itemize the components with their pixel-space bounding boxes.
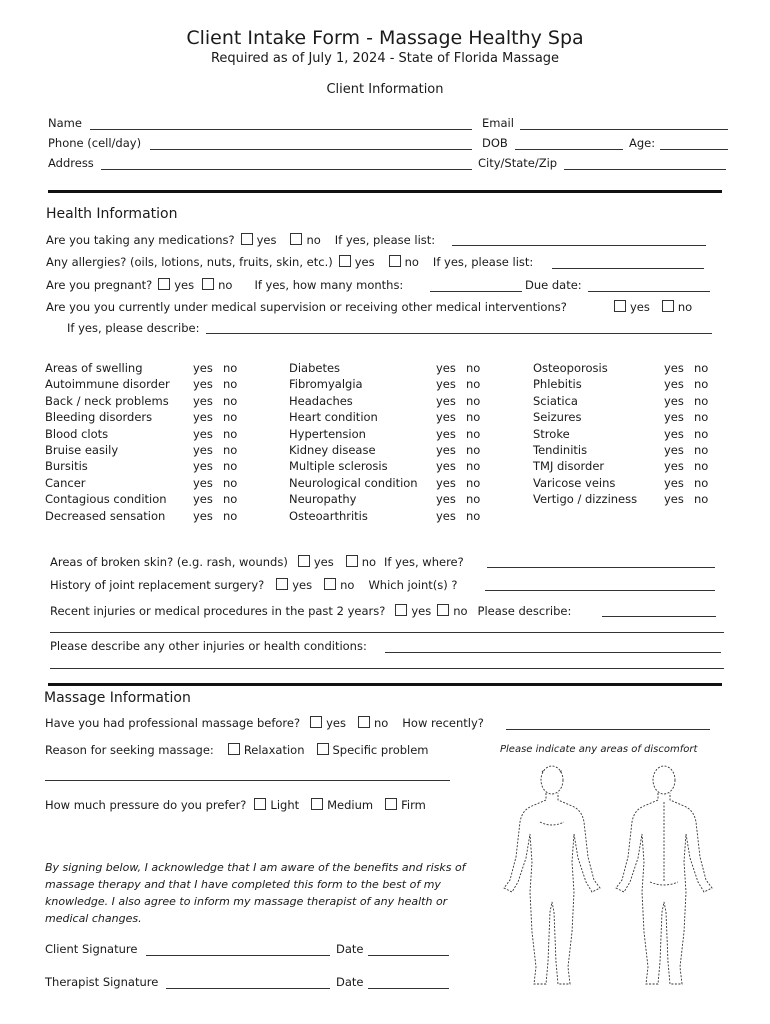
condition-label: Heart condition [289,410,378,425]
condition-label: Fibromyalgia [289,377,363,392]
condition-no-option[interactable]: no [466,492,481,507]
condition-label: Seizures [533,410,582,425]
condition-label: Back / neck problems [45,393,169,408]
meds-no-checkbox[interactable] [290,233,302,245]
condition-no-option[interactable]: no [223,459,238,474]
condition-yes-option[interactable]: yes [193,475,213,490]
condition-label: Headaches [289,393,353,408]
client-info-heading: Client Information [326,82,444,97]
condition-label: Bursitis [45,459,88,474]
pregnant-no-checkbox[interactable] [202,278,214,290]
health-heading: Health Information [46,206,178,222]
condition-no-option[interactable]: no [223,475,238,490]
condition-yes-option[interactable]: yes [436,361,456,375]
specific-problem-checkbox[interactable] [317,743,329,755]
massage-before-no-checkbox[interactable] [358,716,370,728]
discomfort-note: Please indicate any areas of discomfort [500,744,698,755]
condition-label: Neurological condition [289,475,418,490]
condition-label: Areas of swelling [45,361,143,375]
condition-no-option[interactable]: no [223,426,238,441]
phone-label: Phone (cell/day) [48,136,142,150]
pressure-medium-checkbox[interactable] [311,798,323,810]
condition-no-option[interactable]: no [466,443,481,457]
injuries-yes-checkbox[interactable] [395,604,407,616]
condition-label: Decreased sensation [45,508,166,523]
skin-question: Areas of broken skin? (e.g. rash, wounds) yes no If yes, where? [50,555,464,569]
condition-no-option[interactable]: no [466,410,481,425]
pregnant-question: Are you pregnant? yes no If yes, how many months: [46,278,404,292]
city-label: City/State/Zip [478,156,558,170]
condition-no-option[interactable]: no [466,475,481,490]
allergies-question: Any allergies? (oils, lotions, nuts, fruits, skin, etc.) yes no If yes, please list: [46,255,534,269]
condition-yes-option[interactable]: yes [193,410,213,425]
supervision-question: Are you you currently under medical supervision or receiving other medical interventions? [46,300,567,314]
other-conditions-label: Please describe any other injuries or health conditions: [50,639,367,653]
condition-yes-option[interactable]: yes [664,410,684,425]
joint-no-checkbox[interactable] [324,578,336,590]
condition-no-option[interactable]: no [223,377,238,392]
condition-no-option[interactable]: no [466,459,481,474]
describe-label: If yes, please describe: [67,321,200,335]
form-subtitle: Required as of July 1, 2024 - State of Florida Massage [210,51,560,66]
condition-no-option[interactable]: no [694,393,709,408]
skin-where-field[interactable] [487,567,715,568]
condition-yes-option[interactable]: yes [193,361,213,375]
address-label: Address [48,156,94,170]
condition-label: Stroke [533,426,570,441]
meds-question: Are you taking any medications? yes no If yes, please list: [46,233,436,247]
condition-no-option[interactable]: no [223,443,238,457]
skin-yes-checkbox[interactable] [298,555,310,567]
condition-yes-option[interactable]: yes [193,377,213,392]
condition-yes-option[interactable]: yes [664,377,684,392]
condition-yes-option[interactable]: yes [436,410,456,425]
condition-label: TMJ disorder [533,459,605,474]
condition-yes-option[interactable]: yes [193,508,213,523]
condition-yes-option[interactable]: yes [436,475,456,490]
condition-no-option[interactable]: no [694,443,709,457]
name-label: Name [48,116,82,130]
condition-yes-option[interactable]: yes [436,492,456,507]
reason-question: Reason for seeking massage: Relaxation Specific problem [45,743,429,757]
condition-label: Autoimmune disorder [45,377,170,392]
reason-extra-line[interactable] [45,780,450,781]
therapist-date-field[interactable] [368,988,449,989]
condition-yes-option[interactable]: yes [664,459,684,474]
condition-label: Hypertension [289,426,366,441]
condition-no-option[interactable]: no [694,377,709,392]
client-signature-field[interactable] [146,955,330,956]
condition-label: Neuropathy [289,492,357,507]
skin-no-checkbox[interactable] [346,555,358,567]
condition-label: Multiple sclerosis [289,459,388,474]
condition-no-option[interactable]: no [694,459,709,474]
therapist-signature-label: Therapist Signature [45,975,159,989]
condition-no-option[interactable]: no [223,393,238,408]
condition-yes-option[interactable]: yes [664,361,684,375]
address-field[interactable] [101,169,472,170]
condition-yes-option[interactable]: yes [436,426,456,441]
pressure-light-checkbox[interactable] [254,798,266,810]
email-label: Email [482,116,514,130]
condition-label: Varicose veins [533,475,616,490]
due-date-field[interactable] [588,291,710,292]
joint-yes-checkbox[interactable] [276,578,288,590]
condition-yes-option[interactable]: yes [193,443,213,457]
client-date-field[interactable] [368,955,449,956]
form-title: Client Intake Form - Massage Healthy Spa [186,27,584,49]
condition-label: Bruise easily [45,443,119,457]
supervision-no-checkbox[interactable] [662,300,674,312]
condition-label: Osteoarthritis [289,508,368,523]
age-label: Age: [629,136,656,150]
condition-no-option[interactable]: no [223,492,238,507]
months-field[interactable] [430,291,522,292]
condition-label: Contagious condition [45,492,167,507]
dob-field[interactable] [515,149,623,150]
condition-no-option[interactable]: no [223,508,238,523]
city-field[interactable] [564,169,726,170]
phone-field[interactable] [150,149,472,150]
meds-yes-checkbox[interactable] [241,233,253,245]
other-conditions-extra-line[interactable] [50,668,724,669]
section-divider-2 [48,683,722,686]
recently-field[interactable] [506,729,710,730]
section-divider [48,190,722,193]
injuries-describe-field[interactable] [602,616,716,617]
consent-text: By signing below, I acknowledge that I am aware of the benefits and risks of massage therapy and that I have completed this form to the best of my knowledge. I also agree to inform my massage therapist of any health or medical changes. [45,861,466,925]
condition-label: Tendinitis [533,443,588,457]
condition-no-option[interactable]: no [694,426,709,441]
injuries-question: Recent injuries or medical procedures in the past 2 years? yes no Please describe: [50,604,572,618]
condition-yes-option[interactable]: yes [664,443,684,457]
condition-no-option[interactable]: no [694,410,709,425]
condition-no-option[interactable]: no [223,410,238,425]
condition-label: Blood clots [45,426,109,441]
condition-no-option[interactable]: no [694,361,709,375]
condition-no-option[interactable]: no [694,492,709,507]
injuries-extra-line[interactable] [50,632,724,633]
injuries-no-checkbox[interactable] [437,604,449,616]
massage-before-yes-checkbox[interactable] [310,716,322,728]
condition-label: Bleeding disorders [45,410,153,425]
body-diagram-front[interactable] [492,762,612,992]
allergies-yes-checkbox[interactable] [339,255,351,267]
condition-yes-option[interactable]: yes [436,393,456,408]
other-conditions-field[interactable] [385,652,721,653]
allergies-list-field[interactable] [552,268,704,269]
supervision-options: yes no [608,300,692,314]
dob-label: DOB [482,136,508,150]
condition-yes-option[interactable]: yes [193,492,213,507]
joint-question: History of joint replacement surgery? yes no Which joint(s) ? [50,578,458,592]
describe-field[interactable] [206,333,712,334]
condition-yes-option[interactable]: yes [193,459,213,474]
meds-list-field[interactable] [452,245,706,246]
condition-yes-option[interactable]: yes [193,393,213,408]
client-date-label: Date [336,942,364,956]
condition-yes-option[interactable]: yes [664,492,684,507]
massage-heading: Massage Information [44,690,191,706]
relaxation-checkbox[interactable] [228,743,240,755]
email-field[interactable] [520,129,728,130]
condition-yes-option[interactable]: yes [664,393,684,408]
condition-no-option[interactable]: no [466,508,481,523]
condition-no-option[interactable]: no [466,361,481,375]
pressure-firm-checkbox[interactable] [385,798,397,810]
condition-yes-option[interactable]: yes [664,426,684,441]
condition-label: Vertigo / dizziness [533,492,638,507]
condition-no-option[interactable]: no [223,361,238,375]
massage-before-question: Have you had professional massage before? yes no How recently? [45,716,484,730]
name-field[interactable] [90,129,472,130]
condition-label: Phlebitis [533,377,582,392]
condition-label: Kidney disease [289,443,376,457]
client-signature-label: Client Signature [45,942,138,956]
condition-label: Sciatica [533,393,578,408]
pregnant-yes-checkbox[interactable] [158,278,170,290]
due-date-label: Due date: [525,278,582,292]
pressure-question: How much pressure do you prefer? Light Medium Firm [45,798,426,812]
condition-yes-option[interactable]: yes [436,443,456,457]
supervision-yes-checkbox[interactable] [614,300,626,312]
therapist-signature-field[interactable] [166,988,330,989]
condition-yes-option[interactable]: yes [436,459,456,474]
allergies-no-checkbox[interactable] [389,255,401,267]
condition-no-option[interactable]: no [466,377,481,392]
condition-yes-option[interactable]: yes [193,426,213,441]
condition-label: Cancer [45,475,86,490]
joint-which-field[interactable] [485,590,715,591]
age-field[interactable] [660,149,728,150]
condition-yes-option[interactable]: yes [436,377,456,392]
therapist-date-label: Date [336,975,364,989]
condition-yes-option[interactable]: yes [664,475,684,490]
condition-no-option[interactable]: no [466,393,481,408]
condition-label: Osteoporosis [533,361,608,375]
condition-yes-option[interactable]: yes [436,508,456,523]
condition-no-option[interactable]: no [694,475,709,490]
condition-label: Diabetes [289,361,341,375]
body-diagram-back[interactable] [604,762,724,992]
condition-no-option[interactable]: no [466,426,481,441]
